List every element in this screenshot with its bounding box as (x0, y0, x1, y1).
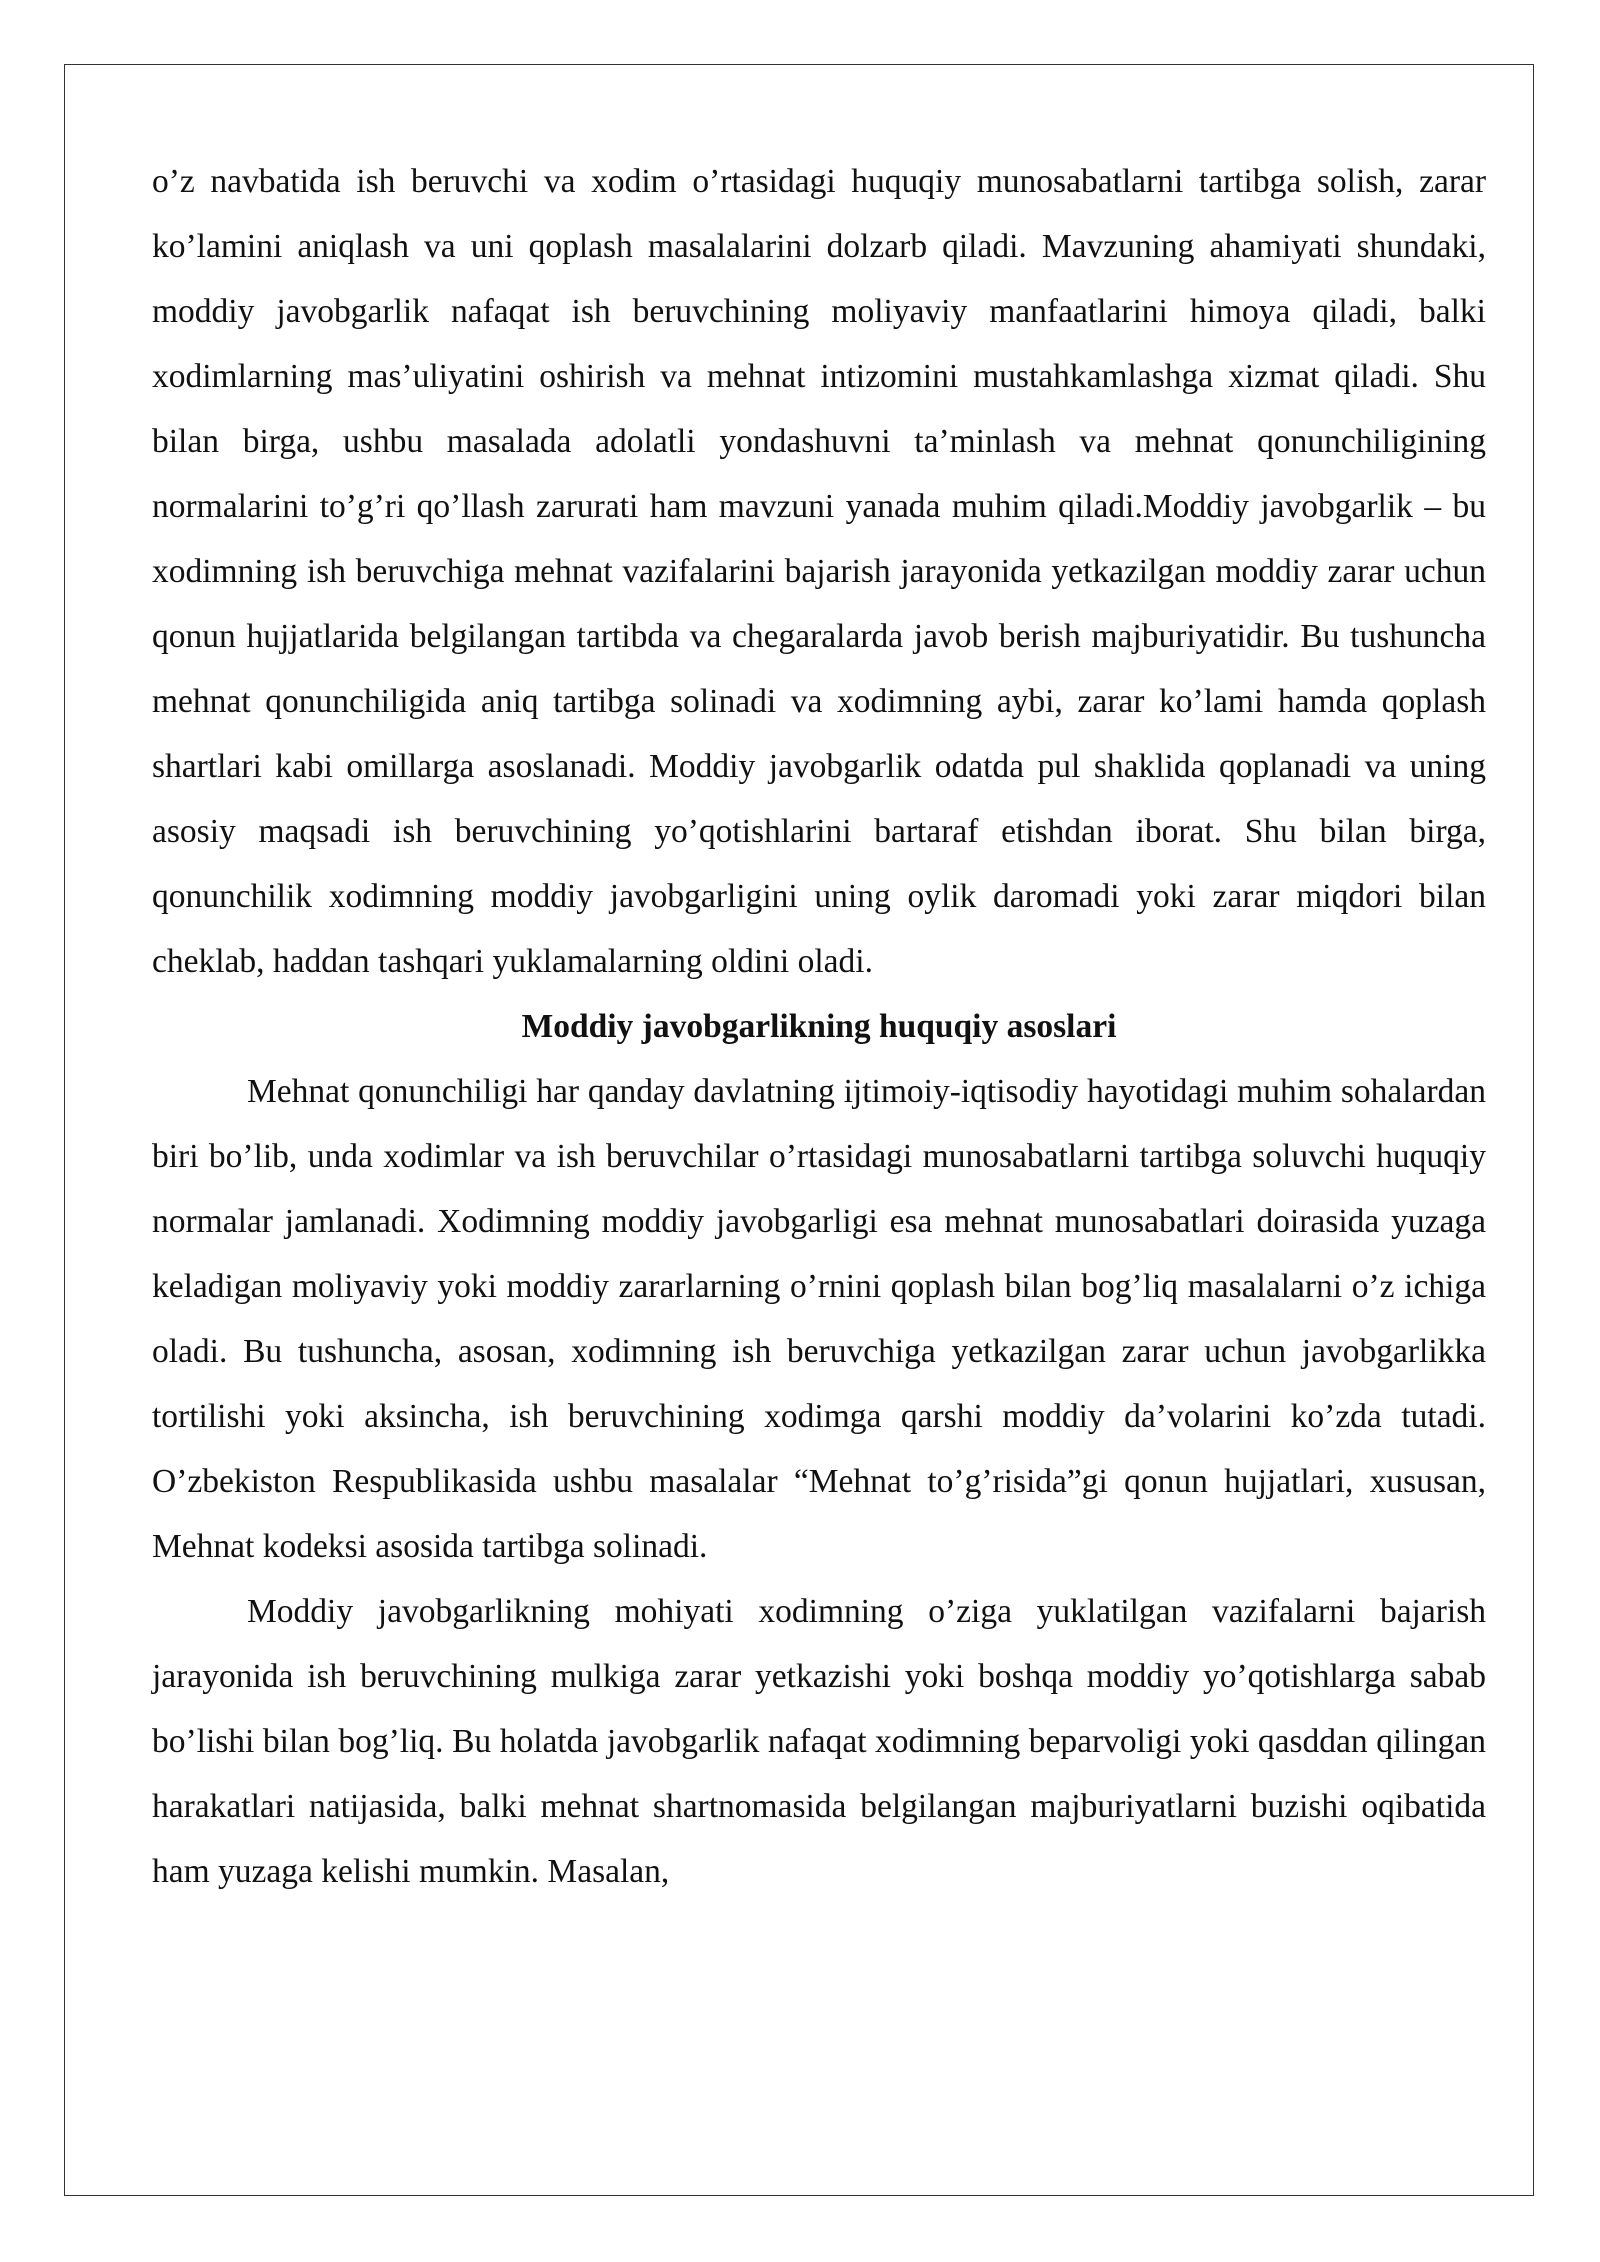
paragraph-continued: o’z navbatida ish beruvchi va xodim o’rtasidagi huquqiy munosabatlarni tartibga solish, zarar ko’lamini aniqlash va uni qoplash masalalarini dolzarb qiladi. Mavzuning ahamiyati shundaki, moddiy javobgarlik nafaqat ish beruvchining moliyaviy manfaatlarini himoya qiladi, balki xodimlarning mas’uliyatini oshirish va mehnat intizomini mustahkamlashga xizmat qiladi. Shu bilan birga, ushbu masalada adolatli yondashuvni ta’minlash va mehnat qonunchiligining normalarini to’g’ri qo’llash zarurati ham mavzuni yanada muhim qiladi.Moddiy javobgarlik – bu xodimning ish beruvchiga mehnat vazifalarini bajarish jarayonida yetkazilgan moddiy zarar uchun qonun hujjatlarida belgilangan tartibda va chegaralarda javob berish majburiyatidir. Bu tushuncha mehnat qonunchiligida aniq tartibga solinadi va xodimning aybi, zarar ko’lami hamda qoplash shartlari kabi omillarga asoslanadi. Moddiy javobgarlik odatda pul shaklida qoplanadi va uning asosiy maqsadi ish beruvchining yo’qotishlarini bartaraf etishdan iborat. Shu bilan birga, qonunchilik xodimning moddiy javobgarligini uning oylik daromadi yoki zarar miqdori bilan cheklab, haddan tashqari yuklamalarning oldini oladi. (152, 163, 1486, 980)
document-body (152, 149, 1486, 1904)
section-heading: Moddiy javobgarlikning huquqiy asoslari (521, 1008, 1117, 1045)
paragraph: Mehnat qonunchiligi har qanday davlatning ijtimoiy-iqtisodiy hayotidagi muhim sohalardan biri bo’lib, unda xodimlar va ish beruvchilar o’rtasidagi munosabatlarni tartibga soluvchi huquqiy normalar jamlanadi. Xodimning moddiy javobgarligi esa mehnat munosabatlari doirasida yuzaga keladigan moliyaviy yoki moddiy zararlarning o’rnini qoplash bilan bog’liq masalalarni o’z ichiga oladi. Bu tushuncha, asosan, xodimning ish beruvchiga yetkazilgan zarar uchun javobgarlikka tortilishi yoki aksincha, ish beruvchining xodimga qarshi moddiy da’volarini ko’zda tutadi. O’zbekiston Respublikasida ushbu masalalar “Mehnat to’g’risida”gi qonun hujjatlari, xususan, Mehnat kodeksi asosida tartibga solinadi. (152, 1073, 1486, 1565)
paragraph: Moddiy javobgarlikning mohiyati xodimning o’ziga yuklatilgan vazifalarni bajarish jarayonida ish beruvchining mulkiga zarar yetkazishi yoki boshqa moddiy yo’qotishlarga sabab bo’lishi bilan bog’liq. Bu holatda javobgarlik nafaqat xodimning beparvoligi yoki qasddan qilingan harakatlari natijasida, balki mehnat shartnomasida belgilangan majburiyatlarni buzishi oqibatida ham yuzaga kelishi mumkin. Masalan, (152, 1593, 1486, 1890)
